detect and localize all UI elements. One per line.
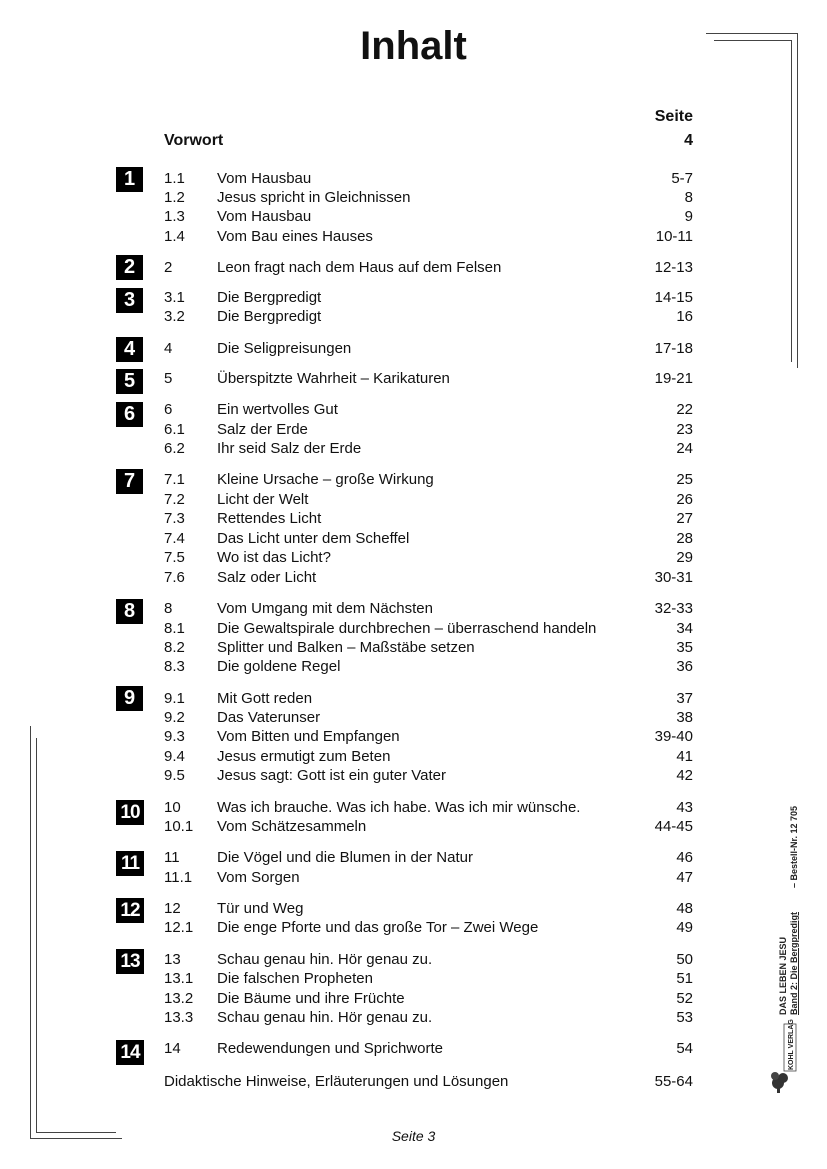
toc-row[interactable] bbox=[164, 548, 693, 568]
chapter-badge: 10 bbox=[116, 800, 144, 825]
toc-row[interactable] bbox=[164, 339, 693, 359]
toc-title: Die Gewaltspirale durchbrechen – überraschend handeln bbox=[217, 620, 597, 637]
toc-page: 51 bbox=[676, 970, 693, 987]
toc-title: Vom Hausbau bbox=[217, 170, 312, 187]
toc-title: Das Licht unter dem Scheffel bbox=[217, 530, 410, 547]
toc-row[interactable] bbox=[164, 969, 693, 989]
toc-page: 29 bbox=[676, 549, 693, 566]
toc-title: Die Bergpredigt bbox=[217, 289, 322, 306]
toc-title: Jesus sagt: Gott ist ein guter Vater bbox=[217, 767, 446, 784]
toc-number: 13 bbox=[164, 951, 181, 968]
toc-page: 54 bbox=[676, 1040, 693, 1057]
toc-entry-didaktik[interactable] bbox=[164, 1072, 693, 1092]
toc-number: 2 bbox=[164, 259, 173, 276]
toc-row[interactable] bbox=[164, 1039, 693, 1059]
toc-title: Vom Sorgen bbox=[217, 869, 300, 886]
toc-number: 7.4 bbox=[164, 530, 185, 547]
toc-number: 1.1 bbox=[164, 170, 185, 187]
toc-page: 50 bbox=[676, 951, 693, 968]
toc-number: 8.2 bbox=[164, 639, 185, 656]
toc-number: 9.4 bbox=[164, 748, 185, 765]
chapter-badge: 1 bbox=[116, 167, 143, 192]
toc-row[interactable] bbox=[164, 989, 693, 1009]
toc-row[interactable] bbox=[164, 207, 693, 227]
toc-number: 10 bbox=[164, 799, 181, 816]
toc-title: Das Vaterunser bbox=[217, 709, 321, 726]
chapter-badge: 9 bbox=[116, 686, 143, 711]
toc-title: Jesus spricht in Gleichnissen bbox=[217, 189, 411, 206]
toc-row[interactable] bbox=[164, 798, 693, 818]
toc-title: Vom Bitten und Empfangen bbox=[217, 728, 400, 745]
toc-number: 7.6 bbox=[164, 569, 185, 586]
toc-page: 25 bbox=[676, 471, 693, 488]
toc-row[interactable] bbox=[164, 689, 693, 709]
toc-row[interactable] bbox=[164, 599, 693, 619]
toc-page: 42 bbox=[676, 767, 693, 784]
chapter-badge: 12 bbox=[116, 898, 144, 923]
toc-page: 14-15 bbox=[654, 289, 693, 306]
toc-title: Schau genau hin. Hör genau zu. bbox=[217, 951, 433, 968]
toc-row[interactable] bbox=[164, 950, 693, 970]
chapter-badge: 13 bbox=[116, 949, 144, 974]
toc-entry-vorwort[interactable] bbox=[164, 132, 693, 150]
toc-title: Überspitzte Wahrheit – Karikaturen bbox=[217, 370, 450, 387]
toc-title: Die Vögel und die Blumen in der Natur bbox=[217, 849, 473, 866]
toc-row[interactable] bbox=[164, 169, 693, 189]
toc-number: 9.2 bbox=[164, 709, 185, 726]
toc-title: Die enge Pforte und das große Tor – Zwei Wege bbox=[217, 919, 539, 936]
toc-page: 37 bbox=[676, 690, 693, 707]
toc-page: 46 bbox=[676, 849, 693, 866]
toc-number: 14 bbox=[164, 1040, 181, 1057]
toc-row[interactable] bbox=[164, 529, 693, 549]
toc-title: Leon fragt nach dem Haus auf dem Felsen bbox=[217, 259, 502, 276]
toc-page: 16 bbox=[676, 308, 693, 325]
toc-page: 23 bbox=[676, 421, 693, 438]
toc-title: Rettendes Licht bbox=[217, 510, 322, 527]
order-number: – Bestell-Nr. 12 705 bbox=[789, 805, 799, 888]
toc-page: 30-31 bbox=[654, 569, 693, 586]
vorwort-label: Vorwort bbox=[164, 132, 224, 149]
toc-title: Salz der Erde bbox=[217, 421, 308, 438]
toc-page: 27 bbox=[676, 510, 693, 527]
toc-title: Tür und Weg bbox=[217, 900, 304, 917]
toc-title: Licht der Welt bbox=[217, 491, 309, 508]
toc-title: Schau genau hin. Hör genau zu. bbox=[217, 1009, 433, 1026]
toc-number: 11 bbox=[164, 849, 180, 866]
toc-row[interactable] bbox=[164, 227, 693, 247]
toc-number: 6.2 bbox=[164, 440, 185, 457]
vorwort-page: 4 bbox=[684, 132, 693, 149]
toc-row[interactable] bbox=[164, 727, 693, 747]
page-title: Inhalt bbox=[360, 24, 467, 68]
chapter-badge: 11 bbox=[116, 851, 144, 876]
toc-row[interactable] bbox=[164, 1008, 693, 1028]
series-title: DAS LEBEN JESU bbox=[778, 936, 788, 1015]
toc-title: Vom Schätzesammeln bbox=[217, 818, 367, 835]
frame-line bbox=[791, 40, 792, 362]
toc-number: 1.2 bbox=[164, 189, 185, 206]
chapter-badge: 5 bbox=[116, 369, 143, 394]
toc-number: 5 bbox=[164, 370, 173, 387]
toc-title: Ihr seid Salz der Erde bbox=[217, 440, 362, 457]
toc-page: 41 bbox=[676, 748, 693, 765]
toc-row[interactable] bbox=[164, 848, 693, 868]
toc-row[interactable] bbox=[164, 868, 693, 888]
toc-title: Ein wertvolles Gut bbox=[217, 401, 338, 418]
toc-number: 12.1 bbox=[164, 919, 194, 936]
chapter-badge: 6 bbox=[116, 402, 143, 427]
toc-page: 35 bbox=[676, 639, 693, 656]
toc-page: 12-13 bbox=[654, 259, 693, 276]
toc-page: 22 bbox=[676, 401, 693, 418]
page-column-header: Seite bbox=[654, 108, 693, 125]
toc-number: 10.1 bbox=[164, 818, 194, 835]
toc-row[interactable] bbox=[164, 307, 693, 327]
toc-row[interactable] bbox=[164, 188, 693, 208]
toc-page: 8 bbox=[684, 189, 693, 206]
toc-number: 6.1 bbox=[164, 421, 185, 438]
publisher-name: KOHL VERLAG bbox=[788, 1019, 795, 1070]
toc-number: 7.5 bbox=[164, 549, 185, 566]
toc-page: 47 bbox=[676, 869, 693, 886]
toc-number: 12 bbox=[164, 900, 181, 917]
toc-title: Didaktische Hinweise, Erläuterungen und Lösungen bbox=[164, 1073, 509, 1090]
toc-title: Die Seligpreisungen bbox=[217, 340, 352, 357]
toc-number: 1.3 bbox=[164, 208, 185, 225]
toc-number: 8.3 bbox=[164, 658, 185, 675]
page-number: Seite 3 bbox=[391, 1128, 436, 1144]
toc-number: 3.2 bbox=[164, 308, 185, 325]
toc-number: 3.1 bbox=[164, 289, 185, 306]
toc-title: Redewendungen und Sprichworte bbox=[217, 1040, 443, 1057]
toc-number: 13.2 bbox=[164, 990, 194, 1007]
toc-row[interactable] bbox=[164, 439, 693, 459]
chapter-badge: 3 bbox=[116, 288, 143, 313]
toc-page: 34 bbox=[676, 620, 693, 637]
toc-title: Jesus ermutigt zum Beten bbox=[217, 748, 391, 765]
toc-number: 13.3 bbox=[164, 1009, 194, 1026]
toc-row[interactable] bbox=[164, 657, 693, 677]
toc-page: 9 bbox=[684, 208, 693, 225]
toc-page: 48 bbox=[676, 900, 693, 917]
toc-title: Die Bäume und ihre Früchte bbox=[217, 990, 405, 1007]
toc-row[interactable] bbox=[164, 490, 693, 510]
toc-page: 36 bbox=[676, 658, 693, 675]
chapter-badge: 14 bbox=[116, 1040, 144, 1065]
toc-number: 11.1 bbox=[164, 869, 193, 886]
toc-page: 5-7 bbox=[671, 170, 693, 187]
toc-page: 26 bbox=[676, 491, 693, 508]
toc-page: 49 bbox=[676, 919, 693, 936]
toc-number: 9.3 bbox=[164, 728, 185, 745]
toc-number: 13.1 bbox=[164, 970, 194, 987]
chapter-badge: 7 bbox=[116, 469, 143, 494]
toc-title: Salz oder Licht bbox=[217, 569, 317, 586]
toc-page: 43 bbox=[676, 799, 693, 816]
band-title: Band 2: Die Bergpredigt bbox=[789, 911, 799, 1015]
chapter-badge: 8 bbox=[116, 599, 143, 624]
frame-line bbox=[706, 33, 798, 34]
toc-row[interactable] bbox=[164, 568, 693, 588]
toc-title: Vom Hausbau bbox=[217, 208, 312, 225]
series-info bbox=[776, 755, 816, 1015]
frame-line bbox=[30, 726, 31, 1139]
toc-row[interactable] bbox=[164, 258, 693, 278]
toc-number: 1.4 bbox=[164, 228, 185, 245]
toc-title: Die goldene Regel bbox=[217, 658, 341, 675]
toc-title: Vom Bau eines Hauses bbox=[217, 228, 373, 245]
toc-page: 44-45 bbox=[654, 818, 693, 835]
toc-page: 55-64 bbox=[654, 1073, 693, 1090]
toc-page: 24 bbox=[676, 440, 693, 457]
toc-page: 38 bbox=[676, 709, 693, 726]
toc-row[interactable] bbox=[164, 918, 693, 938]
toc-page: 52 bbox=[676, 990, 693, 1007]
toc-page: 10-11 bbox=[655, 228, 693, 245]
frame-line bbox=[36, 738, 37, 1132]
toc-page: 19-21 bbox=[654, 370, 693, 387]
toc-page: 39-40 bbox=[654, 728, 693, 745]
toc-title: Mit Gott reden bbox=[217, 690, 313, 707]
frame-line bbox=[797, 33, 798, 368]
toc-title: Kleine Ursache – große Wirkung bbox=[217, 471, 434, 488]
toc-page: 32-33 bbox=[654, 600, 693, 617]
toc-number: 7.2 bbox=[164, 491, 185, 508]
toc-number: 8 bbox=[164, 600, 173, 617]
toc-number: 4 bbox=[164, 340, 173, 357]
toc-page: 53 bbox=[676, 1009, 693, 1026]
toc-title: Die Bergpredigt bbox=[217, 308, 322, 325]
toc-row[interactable] bbox=[164, 470, 693, 490]
toc-title: Splitter und Balken – Maßstäbe setzen bbox=[217, 639, 475, 656]
toc-number: 7.3 bbox=[164, 510, 185, 527]
toc-number: 9.1 bbox=[164, 690, 185, 707]
toc-row[interactable] bbox=[164, 708, 693, 728]
toc-page: 17-18 bbox=[654, 340, 693, 357]
toc-row[interactable] bbox=[164, 288, 693, 308]
toc-row[interactable] bbox=[164, 369, 693, 389]
chapter-badge: 4 bbox=[116, 337, 143, 362]
toc-row[interactable] bbox=[164, 509, 693, 529]
toc-row[interactable] bbox=[164, 899, 693, 919]
chapter-badge: 2 bbox=[116, 255, 143, 280]
toc-row[interactable] bbox=[164, 638, 693, 658]
toc-number: 8.1 bbox=[164, 620, 185, 637]
toc-number: 9.5 bbox=[164, 767, 185, 784]
frame-line bbox=[714, 40, 792, 41]
toc-row[interactable] bbox=[164, 747, 693, 767]
toc-row[interactable] bbox=[164, 400, 693, 420]
toc-title: Vom Umgang mit dem Nächsten bbox=[217, 600, 433, 617]
toc-title: Was ich brauche. Was ich habe. Was ich mir wünsche. bbox=[217, 799, 581, 816]
toc-number: 7.1 bbox=[164, 471, 185, 488]
toc-title: Wo ist das Licht? bbox=[217, 549, 331, 566]
frame-line bbox=[36, 1132, 116, 1133]
toc-row[interactable] bbox=[164, 420, 693, 440]
frame-line bbox=[30, 1138, 122, 1139]
toc-title: Die falschen Propheten bbox=[217, 970, 373, 987]
toc-page: 28 bbox=[676, 530, 693, 547]
toc-row[interactable] bbox=[164, 619, 693, 639]
toc-row[interactable] bbox=[164, 766, 693, 786]
toc-number: 6 bbox=[164, 401, 173, 418]
toc-row[interactable] bbox=[164, 817, 693, 837]
